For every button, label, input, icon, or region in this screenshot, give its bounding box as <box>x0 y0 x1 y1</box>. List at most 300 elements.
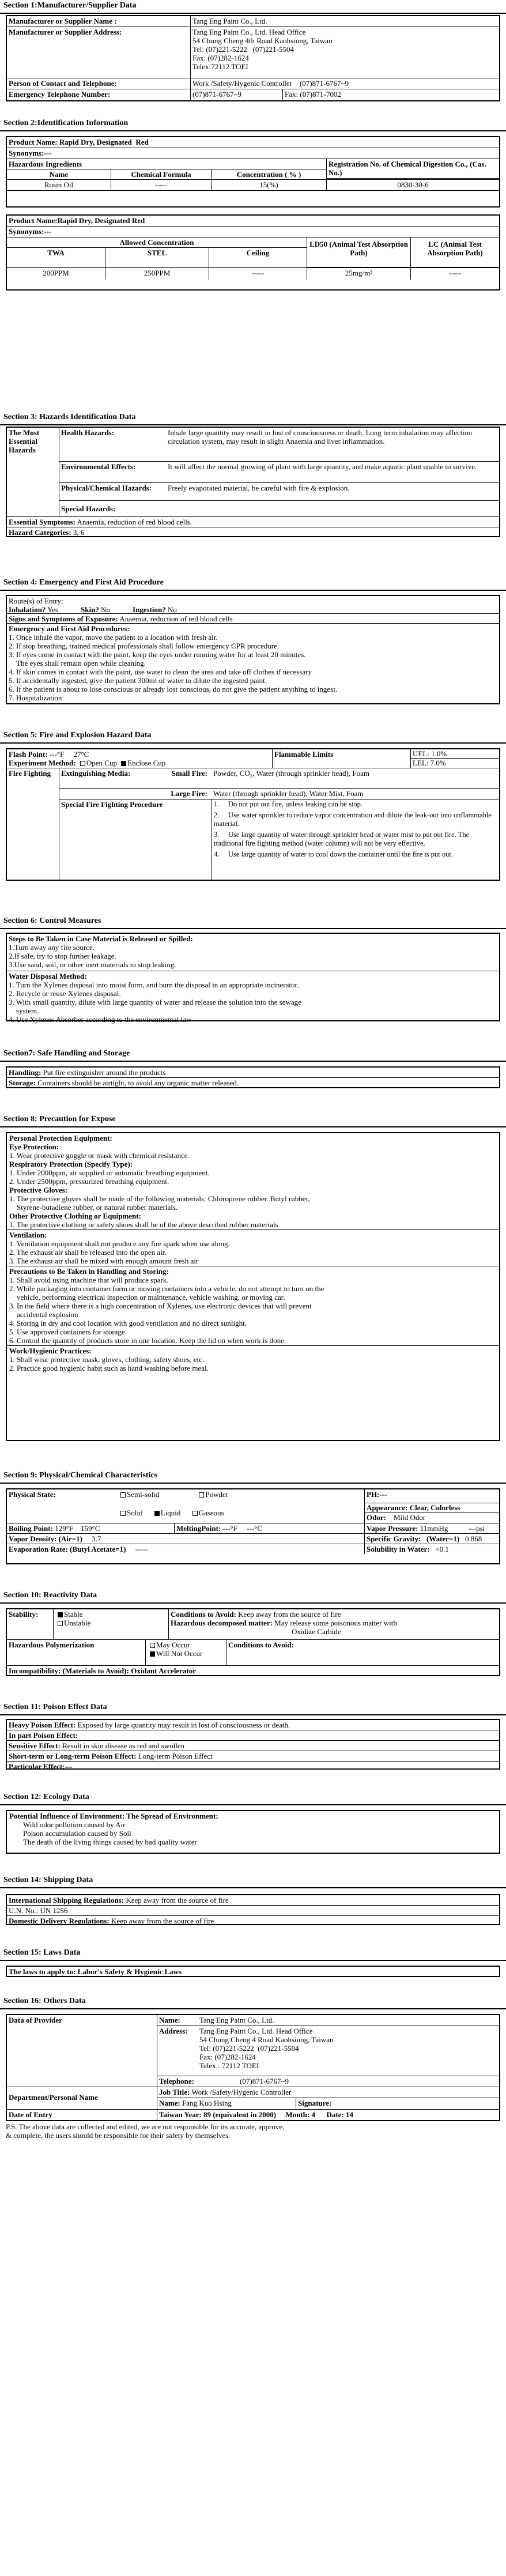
ingestion-value: No <box>168 605 177 614</box>
fire-fighting-label: Fire Fighting <box>9 769 51 778</box>
ph: PH:--- <box>365 1489 499 1503</box>
others-table <box>6 2014 500 2121</box>
section-title: Section 4: Emergency and First Aid Procedure <box>3 578 164 587</box>
uel: UEL: 1.0% <box>411 749 499 759</box>
handling-text: Put fire extinguisher around the products <box>43 1068 166 1077</box>
signs-label: Signs and Symptoms of Exposure: <box>9 614 118 623</box>
may-occur-checkbox[interactable] <box>150 1643 155 1648</box>
international-label: International Shipping Regulations: <box>9 1896 124 1904</box>
polymerization-options <box>145 1640 226 1665</box>
may-occur-label: May Occur <box>156 1640 190 1649</box>
particular-effect <box>7 1762 499 1771</box>
first-aid-item: 7. Hospitalization <box>9 693 62 702</box>
address-line: Tel: (07)221-5222 (07)221-5504 <box>199 2044 299 2053</box>
precaution-item: 1. Shall avoid using machine that will produce spark. <box>9 1276 169 1284</box>
address-line: 54 Chung Cheng 4 Road Kaohsiung, Taiwan <box>199 2035 334 2044</box>
supplier-name-value: Tang Eng Paint Co., Ltd. <box>190 16 499 27</box>
storage-text: Containers should be airtight, to avoid any organic matter released. <box>37 1078 239 1087</box>
telephone-value: (07)871-6767~9 <box>240 2077 289 2085</box>
environment-text: It will affect the normal growing of plant with large quantity, and make aquatic plant unable to survive. <box>168 462 477 471</box>
symptoms-label: Essential Symptoms: <box>9 518 75 526</box>
spill-step: 1.Turn away any fire source. <box>9 943 95 952</box>
routes-of-entry <box>7 596 499 613</box>
section-8 <box>0 1115 506 1127</box>
section-5 <box>0 731 506 744</box>
address-line: Tang Eng Paint Co., Ltd. Head Office <box>199 2027 313 2035</box>
physical-state-label: Physical State: <box>9 1490 56 1499</box>
eye-item: 1. Wear protective goggle or mask with chemical resistance. <box>9 1151 190 1160</box>
domestic-label: Domestic Delivery Regulations: <box>9 1917 109 1925</box>
address-value <box>198 2026 499 2076</box>
domestic-text: Keep away from the source of fire <box>111 1917 214 1925</box>
ld50-header: LD50 (Animal Test Absorption Path) <box>307 237 410 267</box>
vapor-pressure <box>364 1523 499 1533</box>
large-fire-label: Large Fire: <box>171 789 207 798</box>
procedure-item: 2. Use water sprinkler to reduce vapor concentration and dilute the leak-out into unflammable material. <box>214 811 492 828</box>
skin-value: No <box>101 605 110 614</box>
disposal-method <box>7 971 499 1024</box>
short-long-text: Long-term Poison Effect <box>138 1752 213 1760</box>
lel: LEL: 7.0% <box>413 759 446 767</box>
ingestion-label: Ingestion? <box>132 605 166 614</box>
section-title: Section 6: Control Measures <box>3 917 101 925</box>
gaseous-label: Gaseous <box>198 1508 224 1517</box>
supplier-address-value <box>190 27 499 78</box>
evaporation-label: Evaporation Rate: (Butyl Acetate=1) <box>9 1545 126 1553</box>
experiment-label: Experiment Method: <box>9 759 76 767</box>
categories-text: 3, 6 <box>73 528 85 537</box>
incompatibility <box>7 1666 499 1676</box>
section-7 <box>0 1049 506 1062</box>
divider <box>0 1960 506 1961</box>
ingredients-table <box>6 136 500 208</box>
first-aid-item: 1. Once inhale the vapor, move the patient to a location with fresh air. <box>9 633 218 642</box>
hazards-table <box>6 427 500 537</box>
telephone-label: Telephone: <box>159 2077 194 2085</box>
first-aid-item: 3. If eyes come in contact with the paint, keep the eyes under running water for at least 20 minutes. <box>9 650 306 659</box>
address-line: Telex.: 72112 TOEI <box>199 2061 259 2070</box>
specific-gravity-label: Specific Gravity: (Water=1) <box>367 1534 460 1543</box>
stable-checkbox[interactable] <box>58 1612 63 1617</box>
spill-step: 3.Use sand, soil, or other inert materials to stop leaking. <box>9 960 176 969</box>
disclaimer-line: P.S. The above data are collected and edited, we are not responsible for its accurate, approve, <box>6 2122 285 2131</box>
liquid-checkbox[interactable] <box>154 1511 160 1516</box>
job-value: Work /Safety/Hygenic Controller <box>191 2088 292 2096</box>
divider <box>0 1602 506 1604</box>
flash-label: Flash Point: <box>9 750 48 759</box>
address-line: 54 Chung Cheng 4th Road Kaohsiung, Taiwan <box>192 36 333 45</box>
eye-label: Eye Protection: <box>9 1142 59 1151</box>
physical-table <box>6 1488 500 1564</box>
section-title: Section 9: Physical/Chemical Characteristics <box>3 1471 158 1480</box>
exposure-table <box>6 214 500 291</box>
address-line: Telex:72112 TOEI <box>192 62 248 71</box>
handling-storing-block <box>7 1266 499 1345</box>
emergency-label: Emergency Telephone Number: <box>9 90 111 99</box>
work-hygienic-block <box>7 1345 499 1373</box>
ingredient-concentration: 15(%) <box>211 180 326 190</box>
specific-gravity-value: 0.868 <box>465 1534 482 1543</box>
physical-state-options <box>116 1489 347 1523</box>
name-value: Tang Eng Paint Co., Ltd. <box>199 2016 274 2024</box>
divider <box>0 1061 506 1062</box>
storage <box>7 1078 499 1088</box>
incompatibility-label: Incompatibility: (Materials to Avoid): <box>9 1666 129 1675</box>
contact-label: Person of Contact and Telephone: <box>9 79 117 88</box>
gloves-label: Protective Gloves: <box>9 1186 68 1194</box>
provider-detail <box>157 2015 499 2087</box>
procedure-item: 1. Do not put out fire, unless leaking can be stop. <box>214 800 362 808</box>
semi-solid-checkbox[interactable] <box>120 1492 126 1498</box>
gloves-item: 1. The protective gloves shall be made of the following materials: Chloroprene rubber. Butyl rubber, <box>9 1194 310 1203</box>
boiling-value: 129°F 159°C <box>55 1524 100 1533</box>
ingredient-formula: ----- <box>111 180 211 190</box>
section-title: Section 1:Manufacturer/Supplier Data <box>3 1 137 10</box>
person-name <box>157 2098 296 2109</box>
stel-value: 250PPM <box>105 268 209 280</box>
hazards-detail <box>59 428 499 516</box>
col-name: Name <box>49 170 69 179</box>
in-part-poison: In part Poison Effect: <box>9 1731 78 1740</box>
heavy-poison <box>7 1720 499 1730</box>
sensitive-label: Sensitive Effect: <box>9 1741 61 1750</box>
first-aid-label: Emergency and First Aid Procedures: <box>9 624 130 633</box>
stability-conditions <box>168 1609 499 1639</box>
col-twa: TWA <box>47 248 65 257</box>
section-title: Section 5: Fire and Explosion Hazard Data <box>3 731 152 740</box>
routes-label: Route(s) of Entry: <box>9 597 63 605</box>
section-12 <box>0 1793 506 1805</box>
respiratory-item: 2. Under 2500ppm, pressurized breathing equipment. <box>9 1177 169 1186</box>
address-line: Fax: (07)282-1624 <box>192 54 249 62</box>
handling-label: Handling: <box>9 1068 41 1077</box>
avoid-text: Keep away from the source of fire <box>238 1610 341 1619</box>
allowed-concentration-header: Allowed Concentration <box>119 238 194 247</box>
precaution-item: vehicle, performing electrical inspection or maintenance, vehicle washing, or moving car. <box>9 1293 285 1302</box>
environment-label: Environmental Effects: <box>61 462 136 471</box>
vapor-pressure-value: 11mmHg ---psi <box>420 1524 485 1533</box>
precaution-item: 3. In the field where there is a high concentration of Xylenes, use electronic devices that will prevent <box>9 1302 312 1310</box>
decomposed-text-2: Oxidize Carbide <box>292 1627 341 1636</box>
precaution-item: accidental explosion. <box>9 1310 80 1319</box>
ceiling-value: ----- <box>209 268 307 280</box>
fire-fighting-detail <box>59 768 499 880</box>
section-15 <box>0 1948 506 1961</box>
decomposed-label: Hazardous decomposed matter: <box>171 1619 273 1627</box>
vapor-density <box>7 1534 364 1544</box>
job-label: Job Title: <box>159 2088 190 2096</box>
section-16 <box>0 1997 506 2009</box>
handling-table <box>6 1066 500 1088</box>
ventilation-block <box>7 1229 499 1266</box>
specific-gravity <box>364 1534 499 1544</box>
person-name-value: Fang Kuo Hsing <box>182 2099 232 2107</box>
divider <box>0 742 506 744</box>
vapor-pressure-label: Vapor Pressure: <box>367 1524 418 1533</box>
limits-values <box>410 749 499 768</box>
will-not-occur-label: Will Not Occur <box>156 1649 203 1658</box>
international-shipping <box>7 1895 499 1905</box>
essential-symptoms <box>7 517 499 527</box>
divider <box>0 2008 506 2009</box>
precaution-item: 5. Use approved containers for storage. <box>9 1327 127 1336</box>
section-title: Section 11: Poison Effect Data <box>3 1703 107 1711</box>
synonyms-2: Synonyms:--- <box>9 227 52 236</box>
contact-value: Work /Safety/Hygenic Controller (07)871-6767~9 <box>190 78 499 89</box>
special-procedure-label: Special Fire Fighting Procedure <box>61 800 163 809</box>
work-label: Work/Hygienic Practices: <box>9 1347 92 1355</box>
work-item: 1. Shall wear protective mask, gloves, clothing, safety shoes, etc. <box>9 1355 205 1364</box>
provider-label: Data of Provider <box>9 2016 62 2024</box>
disposal-item: 2. Recycle or reuse Xylenes disposal. <box>9 989 121 998</box>
conditions-to-avoid-2: Conditions to Avoid: <box>226 1640 499 1665</box>
fire-table <box>6 748 500 881</box>
section-title: Section 16: Others Data <box>3 1997 86 2005</box>
precaution-item: 6. Control the quantity of products store in one location. Keep the lid on when work is done <box>9 1336 284 1345</box>
solubility-label: Solubility in Water: <box>367 1545 430 1553</box>
poison-table <box>6 1719 500 1770</box>
evaporation-rate <box>7 1544 364 1554</box>
person-name-label: Name: <box>159 2099 180 2107</box>
respiratory-item: 1. Under 2000ppm, air supplied or automatic breathing equipment. <box>9 1168 210 1177</box>
divider <box>0 130 506 131</box>
flammable-limits: Flammable Limits <box>272 749 410 768</box>
solid-checkbox[interactable] <box>120 1511 126 1516</box>
ppe-label: Personal Protection Equipment: <box>9 1134 112 1142</box>
supplier-table <box>6 15 500 101</box>
routes-values <box>9 605 497 614</box>
large-fire-text: Water (through sprinkler head), Water Mist, Foam <box>213 789 364 798</box>
synonyms: Synonyms:--- <box>9 149 52 157</box>
un-number: U.N. No.: UN 1256 <box>9 1906 68 1915</box>
section-10 <box>0 1591 506 1604</box>
special-procedure-list <box>212 799 499 880</box>
short-long-effect <box>7 1751 499 1761</box>
incompatibility-text: Oxidant Accelerator <box>131 1666 197 1675</box>
gloves-item: Styrene-butadiene rubber, or natural rubber materials. <box>9 1203 178 1212</box>
section-9 <box>0 1471 506 1484</box>
melting-value: ---°F ---°C <box>222 1524 263 1533</box>
ecology-block <box>7 1811 499 1847</box>
flash-point <box>7 749 272 768</box>
particular-text: --- <box>65 1762 73 1771</box>
shipping-table <box>6 1894 500 1925</box>
evaporation-value: ----- <box>135 1545 148 1553</box>
enclose-cup-label: Enclose Cup <box>127 759 166 767</box>
spill-step: 2.If safe, try to stop further leakage. <box>9 952 116 960</box>
small-fire-label: Small Fire: <box>171 769 207 778</box>
unstable-label: Unstable <box>64 1619 91 1627</box>
liquid-label: Liquid <box>160 1508 181 1517</box>
divider <box>0 928 506 929</box>
storage-label: Storage: <box>9 1078 36 1087</box>
section-6 <box>0 917 506 929</box>
special-label: Special Hazards: <box>61 504 116 513</box>
ingredient-cas: 0830-30-6 <box>326 180 499 190</box>
section-title: Section 12: Ecology Data <box>3 1793 89 1801</box>
divider <box>0 424 506 425</box>
ventilation-item: 2. The exhaust air shall be released into the open air. <box>9 1248 167 1257</box>
precaution-item: 2. While packaging into container form or moving containers into a vehicle, do not attempt to turn on the <box>9 1284 324 1293</box>
address-label: Address: <box>159 2027 188 2035</box>
section-11 <box>0 1703 506 1715</box>
sensitive-text: Result in skin disease as red and swollen <box>62 1741 185 1750</box>
boiling-label: Boiling Point: <box>9 1524 53 1533</box>
odor-value: Mild Odor <box>393 1513 426 1522</box>
stability-options <box>53 1609 168 1639</box>
department-label: Department/Personal Name <box>9 2093 98 2102</box>
avoid-label: Conditions to Avoid: <box>171 1610 236 1619</box>
boiling-point <box>7 1523 174 1533</box>
registration-header: Registration No. of Chemical Digestion Co., (Cas. No.) <box>326 159 499 179</box>
hazard-categories <box>7 527 499 537</box>
most-essential-hazards-label: The Most Essential Hazards <box>9 428 40 454</box>
health-label: Health Hazards: <box>61 428 115 437</box>
polymerization-label: Hazardous Polymerization <box>9 1640 95 1649</box>
disposal-item: 4. Use Xylenes Absorber according to the environmental law <box>9 1015 192 1024</box>
sensitive-effect <box>7 1741 499 1751</box>
melting-point <box>174 1523 364 1533</box>
col-ceiling: Ceiling <box>209 248 307 267</box>
emergency-tel: (07)871-6767~9 <box>190 89 282 100</box>
procedure-item: 3. Use large quantity of water through sprinkler head or water mist to put out fire. The traditional fire fighting method (water column) will not be very effective. <box>214 831 470 847</box>
address-line: Fax: (07)282-1624 <box>199 2053 256 2061</box>
health-text: Inhale large quantity may result in lost of consciousness or death. Long term inhalation may affection circulation system, may result in slight Anaemia and liver inflammation. <box>168 428 473 446</box>
disposal-item: 1. Turn the Xylenes disposal into moist form, and burn the disposal in an appropriate incinerator. <box>9 980 299 989</box>
stability-label: Stability: <box>9 1610 39 1619</box>
domestic-delivery <box>7 1916 499 1925</box>
job-title <box>157 2087 499 2098</box>
ecology-item: Wild odor pollution caused by Air <box>23 1820 126 1829</box>
open-cup-checkbox[interactable] <box>80 761 85 766</box>
section-title: Section 15: Laws Data <box>3 1948 81 1957</box>
solid-label: Solid <box>127 1508 143 1517</box>
unstable-checkbox[interactable] <box>58 1621 63 1626</box>
name-label: Name: <box>159 2016 180 2024</box>
col-stel: STEL <box>105 248 209 267</box>
extinguishing-label: Extinguishing Media: <box>61 769 131 778</box>
section-3 <box>0 413 506 425</box>
inhalation-label: Inhalation? <box>9 605 46 614</box>
first-aid-item: 5. If accidentally ingested, give the patient 300ml of water to dilute the ingested paint. <box>9 676 267 685</box>
stable-label: Stable <box>64 1610 83 1619</box>
divider <box>0 1804 506 1805</box>
gaseous-checkbox[interactable] <box>192 1511 198 1516</box>
appearance: Appearance: Clear, Colorless <box>365 1503 499 1513</box>
emergency-fax: Fax: (07)871-7002 <box>282 89 499 100</box>
powder-checkbox[interactable] <box>199 1492 204 1498</box>
supplier-address-label: Manufacturer or Supplier Address: <box>9 28 122 36</box>
precautions-label: Precautions to Be Taken in Handling and Storing: <box>9 1267 169 1276</box>
physical-label: Physical/Chemical Hazards: <box>61 484 152 492</box>
other-protective-item: 1. The protective clothing or safety shoes shall be of the above described rubber materials <box>9 1220 278 1229</box>
section-title: Section 10: Reactivity Data <box>3 1591 97 1600</box>
address-line: Tel: (07)221-5222 (07)221-5504 <box>192 45 294 54</box>
first-aid-item: 2. If stop breathing, trained medical professionals shall follow emergency CPR procedure. <box>9 642 280 650</box>
melting-label: MeltingPoint: <box>176 1524 221 1533</box>
date-value: Taiwan Year: 89 (equivalent in 2000) Month: 4 Date: 14 <box>157 2110 499 2120</box>
ventilation-item: 1. Ventilation equipment shall not produce any fire spark when use along. <box>9 1239 230 1248</box>
laws-text: The laws to apply to: Labor's Safety & Hygienic Laws <box>9 1967 182 1976</box>
section-1 <box>0 1 506 14</box>
ld50-value: 25mg/m³ <box>307 268 410 280</box>
first-aid-table <box>6 595 500 704</box>
section-title: Section 3: Hazards Identification Data <box>3 413 136 421</box>
vapor-density-value: 3.7 <box>92 1534 101 1543</box>
will-not-occur-checkbox[interactable] <box>150 1651 155 1657</box>
physical-text: Freely evaporated material, be careful with fire & explosion. <box>168 484 350 492</box>
signs-symptoms <box>7 614 499 623</box>
heavy-text: Exposed by large quantity may result in lost of consciousness or death. <box>77 1721 290 1729</box>
ecology-label: Potential Influence of Environment: The Spread of Environment: <box>9 1812 218 1820</box>
respiratory-label: Respiratory Protection (Specify Type): <box>9 1160 133 1168</box>
supplier-name-label: Manufacturer or Supplier Name : <box>9 17 117 25</box>
open-cup-label: Open Cup <box>86 759 117 767</box>
powder-label: Powder <box>205 1490 229 1499</box>
divider <box>0 1714 506 1715</box>
first-aid-procedures <box>7 624 499 704</box>
handling <box>7 1068 499 1077</box>
signs-text: Anaemia, reduction of red blood cells <box>119 614 233 623</box>
other-protective-label: Other Protective Clothing or Equipment: <box>9 1212 141 1220</box>
enclose-cup-checkbox[interactable] <box>121 761 126 766</box>
solubility-value: <0.1 <box>435 1545 449 1553</box>
divider <box>0 1887 506 1888</box>
product-name: Product Name: Rapid Dry, Designated Red <box>9 138 149 146</box>
col-formula: Chemical Formula <box>111 169 211 179</box>
ph-appearance <box>364 1489 499 1523</box>
symptoms-text: Anaemia, reduction of red blood cells. <box>77 518 192 526</box>
divider <box>0 590 506 591</box>
procedure-item: 4. Use large quantity of water to cool down the container until the fire is put out. <box>214 850 453 858</box>
department-detail <box>157 2087 499 2109</box>
laws-table <box>6 1966 500 1977</box>
categories-label: Hazard Categories: <box>9 528 71 537</box>
control-measures-table <box>6 933 500 1024</box>
decomposed-text: May release some poisonous matter with <box>274 1619 397 1627</box>
product-name-2 <box>7 216 499 226</box>
solubility <box>364 1544 499 1554</box>
first-aid-item: 4. If skin comes in contact with the paint, use water to clean the area and take off clothes if necessary <box>9 667 312 676</box>
precaution-table <box>6 1132 500 1441</box>
divider <box>0 13 506 14</box>
col-concentration: Concentration ( % ) <box>211 169 326 179</box>
precaution-item: 4. Storing in dry and cool location with good ventilation and no direct sunlight. <box>9 1319 247 1327</box>
section-title: Section7: Safe Handling and Storage <box>3 1049 130 1058</box>
ecology-table <box>6 1810 500 1854</box>
ecology-item: The death of the living things caused by bad quality water <box>23 1838 197 1846</box>
small-fire-text: Powder, CO₂, Water (through sprinkler head), Foam <box>213 769 369 778</box>
disclaimer <box>0 2122 506 2140</box>
odor-label: Odor: <box>367 1513 386 1522</box>
particular-label: Particular Effect: <box>9 1762 65 1771</box>
section-title: Section 8: Precaution for Expose <box>3 1115 116 1123</box>
semi-solid-label: Semi-solid <box>127 1490 160 1499</box>
ventilation-label: Ventilation: <box>9 1231 47 1239</box>
section-14 <box>0 1876 506 1888</box>
disclaimer-line: & complete, the users should be responsible for their safety by themselves. <box>6 2131 231 2140</box>
disposal-item: 3. With small quantity, dilute with large quantity of water and release the solution into the sewage <box>9 998 301 1006</box>
disposal-item: system. <box>9 1006 39 1015</box>
disposal-label: Water Disposal Method: <box>9 972 87 980</box>
first-aid-item: The eyes shall remain open while cleaning. <box>9 659 146 667</box>
product-name-2-text: Product Name:Rapid Dry, Designated Red <box>9 216 145 225</box>
spill-steps <box>7 934 499 971</box>
divider <box>0 1483 506 1484</box>
lc-header: LC (Animal Test Absorption Path) <box>410 237 499 267</box>
work-item: 2. Practice good hygienic habit such as hand washing before meal. <box>9 1364 209 1372</box>
inhalation-value: Yes <box>47 605 59 614</box>
